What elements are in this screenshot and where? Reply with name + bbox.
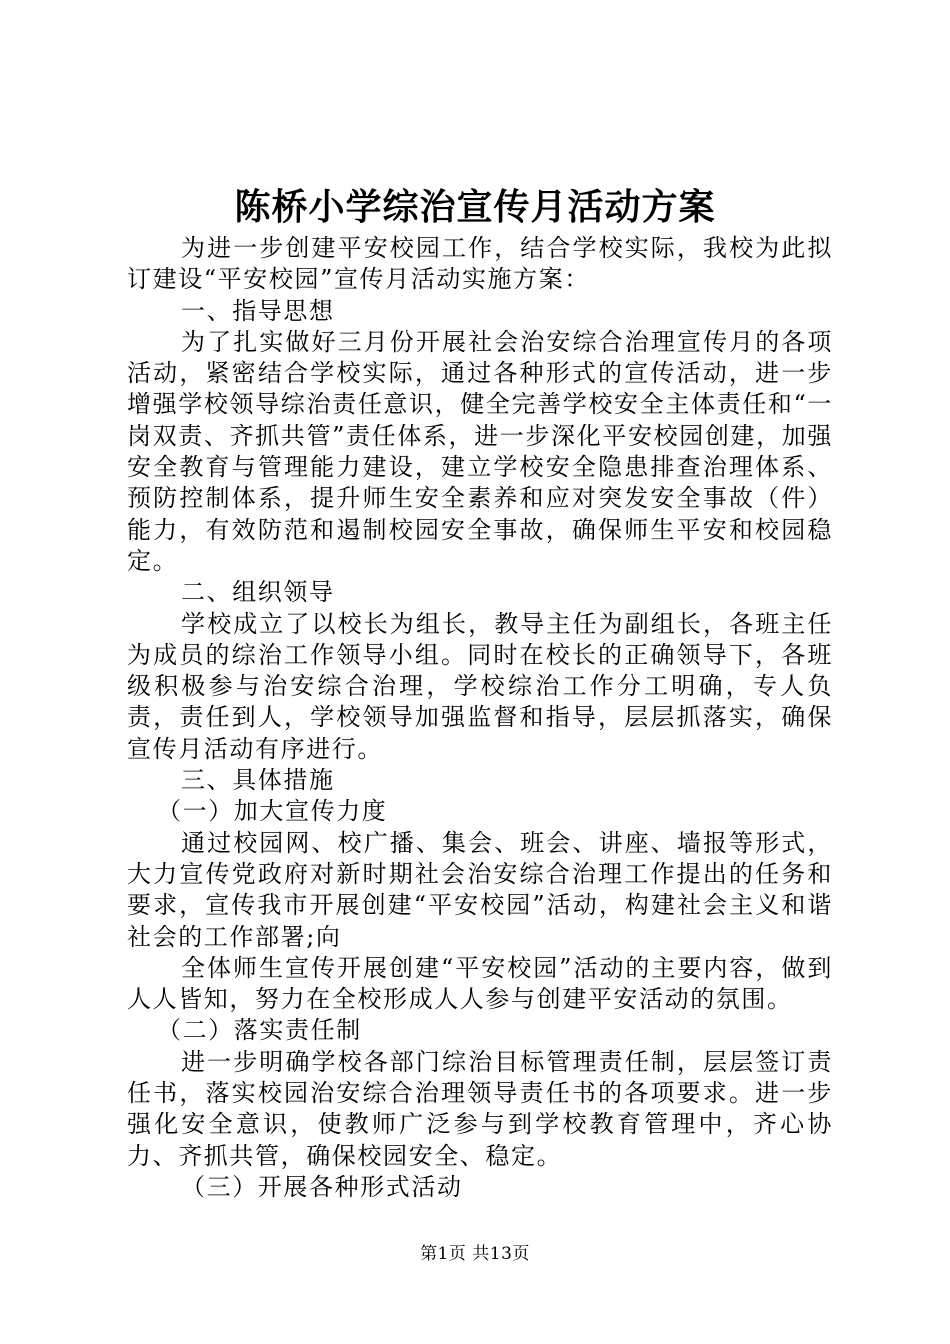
document-title: 陈桥小学综治宣传月活动方案 [234, 186, 716, 228]
publicity-paragraph-continued: 全体师生宣传开展创建“平安校园”活动的主要内容，做到人人皆知，努力在全校形成人人参与创建平安活动的氛围。 [127, 953, 833, 1014]
page-number-footer: 第1页 共13页 [420, 1244, 530, 1264]
subsection-heading-responsibility: （二）落实责任制 [157, 1016, 362, 1045]
section-heading-organization: 二、组织领导 [181, 578, 335, 607]
document-body [127, 233, 833, 1203]
intro-paragraph: 为进一步创建平安校园工作，结合学校实际，我校为此拟订建设“平安校园”宣传月活动实施方案： [127, 234, 833, 294]
publicity-paragraph: 通过校园网、校广播、集会、班会、讲座、墙报等形式，大力宣传党政府对新时期社会治安综合治理工作提出的任务和要求，宣传我市开展创建“平安校园”活动，构建社会主义和谐社会的工作部署;向 [127, 828, 833, 951]
section-heading-guiding-idea: 一、指导思想 [181, 296, 335, 325]
section-heading-measures: 三、具体措施 [181, 766, 335, 795]
organization-paragraph: 学校成立了以校长为组长，教导主任为副组长，各班主任为成员的综治工作领导小组。同时在校长的正确领导下，各班级积极参与治安综合治理，学校综治工作分工明确，专人负责，责任到人，学校领导加强监督和指导，层层抓落实，确保宣传月活动有序进行。 [127, 609, 833, 763]
responsibility-paragraph: 进一步明确学校各部门综治目标管理责任制，层层签订责任书，落实校园治安综合治理领导责任书的各项要求。进一步强化安全意识，使教师广泛参与到学校教育管理中，齐心协力、齐抓共管，确保校园安全、稳定。 [127, 1047, 833, 1170]
guiding-idea-paragraph: 为了扎实做好三月份开展社会治安综合治理宣传月的各项活动，紧密结合学校实际，通过各种形式的宣传活动，进一步增强学校领导综治责任意识，健全完善学校安全主体责任和“一岗双责、齐抓共管”责任体系，进一步深化平安校园创建，加强安全教育与管理能力建设，建立学校安全隐患排查治理体系、预防控制体系，提升师生安全素养和应对突发安全事故（件）能力，有效防范和遏制校园安全事故，确保师生平安和校园稳定。 [127, 327, 833, 575]
subsection-heading-activities: （三）开展各种形式活动 [181, 1172, 463, 1201]
subsection-heading-publicity: （一）加大宣传力度 [157, 797, 388, 826]
